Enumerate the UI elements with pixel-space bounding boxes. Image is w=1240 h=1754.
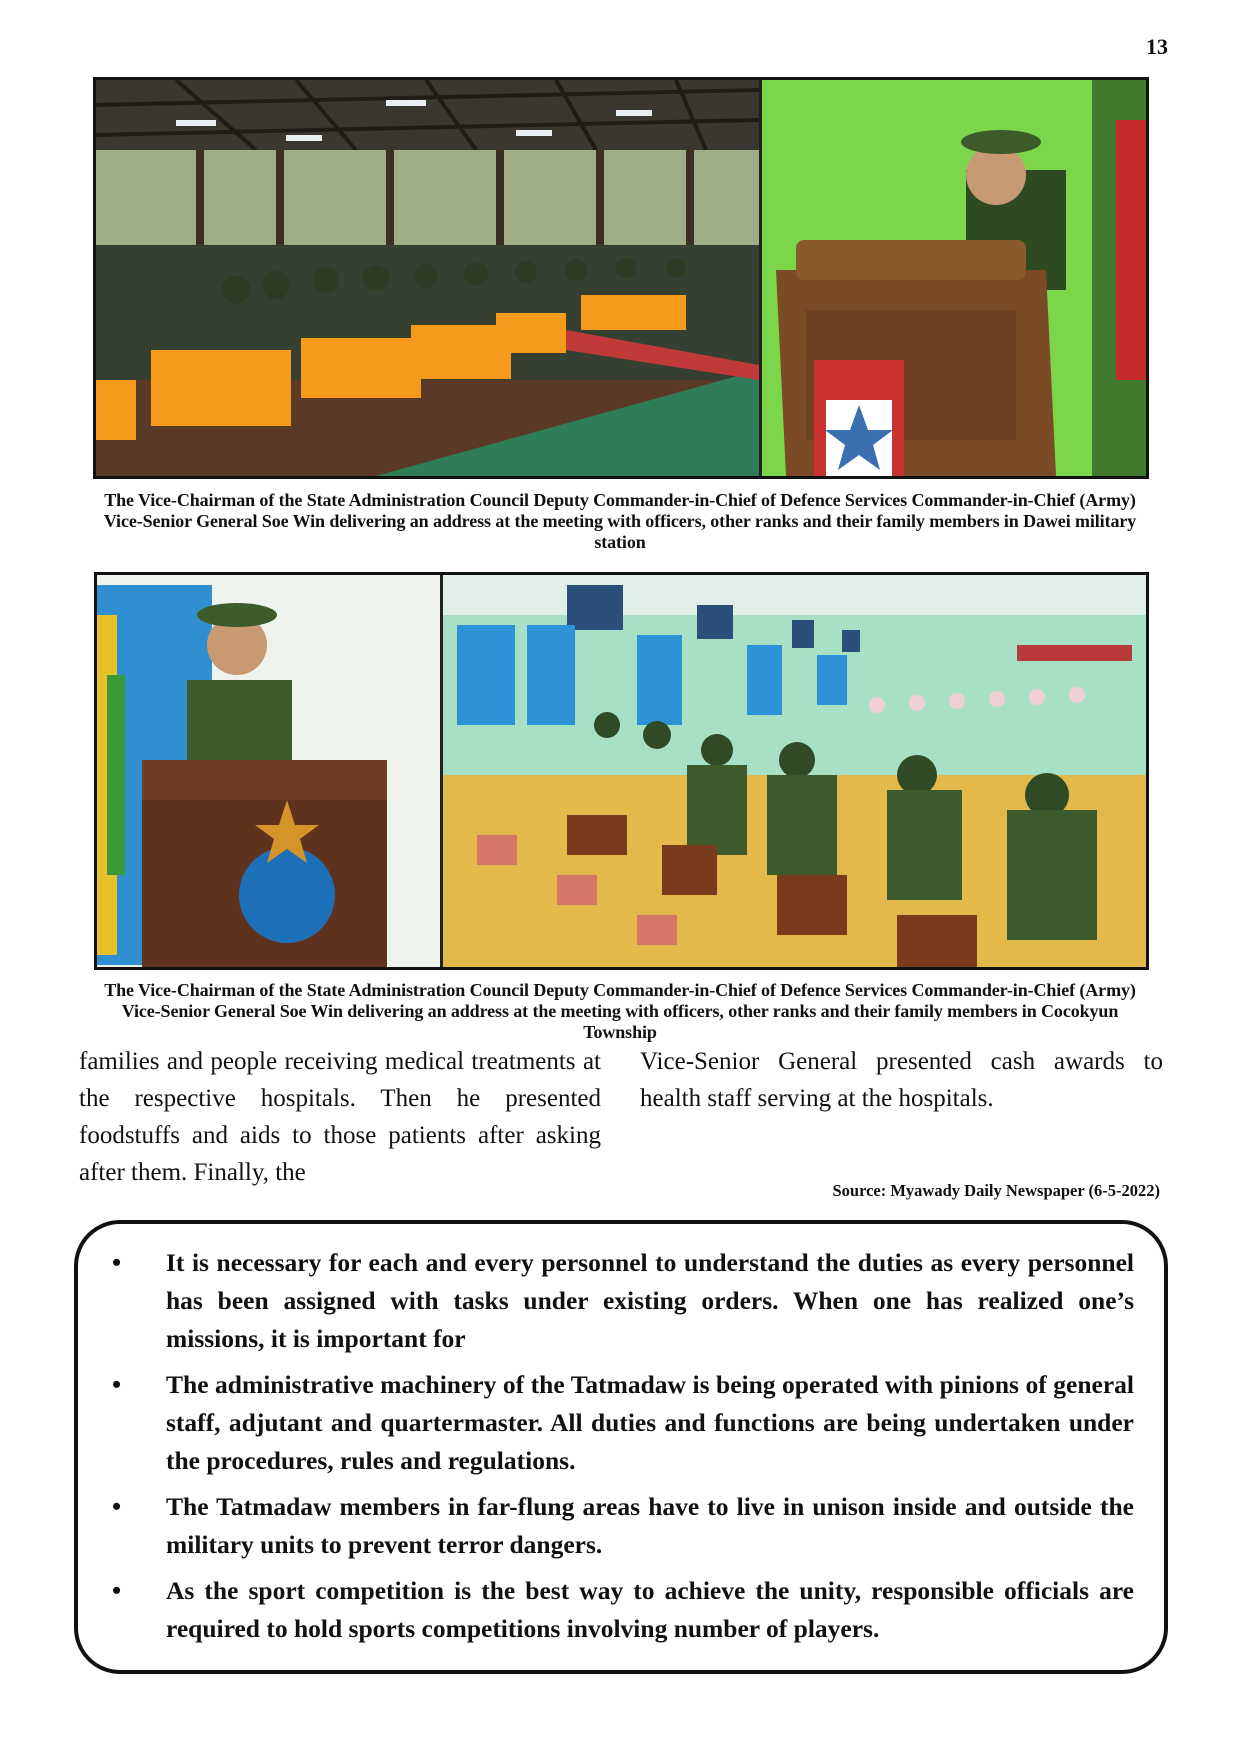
notice-item — [108, 1366, 1134, 1480]
bullet-icon: • — [112, 1492, 122, 1521]
bullet-icon: • — [112, 1248, 122, 1277]
source-credit: Source: Myawady Daily Newspaper (6-5-2022) — [832, 1181, 1160, 1200]
photo-cocokyun-meeting — [94, 572, 1149, 970]
bullet-icon: • — [112, 1576, 122, 1605]
bullet-icon: • — [112, 1370, 122, 1399]
page-number: 13 — [1146, 34, 1168, 59]
photo-caption-dawei: The Vice-Chairman of the State Administration Council Deputy Commander-in-Chief of Defence Services Commander-in-Chief (Army) Vice-Senior General Soe Win delivering an address at the meeting with officers, other ranks and their family members in Dawei military station — [103, 490, 1137, 552]
notice-item-text: The Tatmadaw members in far-flung areas have to live in unison inside and outside the military units to prevent terror dangers. — [166, 1492, 1134, 1559]
notice-item-text: As the sport competition is the best way to achieve the unity, responsible officials are required to hold sports competitions involving number of players. — [166, 1576, 1134, 1643]
notice-box — [74, 1220, 1168, 1674]
photo-dawei-meeting — [93, 77, 1149, 479]
notice-item — [108, 1488, 1134, 1564]
notice-list — [78, 1224, 1164, 1648]
photo-caption-cocokyun: The Vice-Chairman of the State Administration Council Deputy Commander-in-Chief of Defence Services Commander-in-Chief (Army) Vice-Senior General Soe Win delivering an address at the meeting with officers, other ranks and their family members in Cocokyun Township — [104, 980, 1136, 1042]
notice-item — [108, 1244, 1134, 1358]
body-text-left-column: families and people receiving medical treatments at the respective hospitals. Then he presented foodstuffs and aids to those patients after asking after them. Finally, the — [79, 1048, 601, 1186]
body-text-right-column: Vice-Senior General presented cash awards to health staff serving at the hospitals. — [640, 1048, 1163, 1112]
notice-item-text: The administrative machinery of the Tatmadaw is being operated with pinions of general staff, adjutant and quartermaster. All duties and functions are being undertaken under the procedures, rules and regulations. — [166, 1370, 1134, 1475]
notice-item — [108, 1572, 1134, 1648]
notice-item-text: It is necessary for each and every personnel to understand the duties as every personnel has been assigned with tasks under existing orders. When one has realized one’s missions, it is important for — [166, 1248, 1134, 1353]
